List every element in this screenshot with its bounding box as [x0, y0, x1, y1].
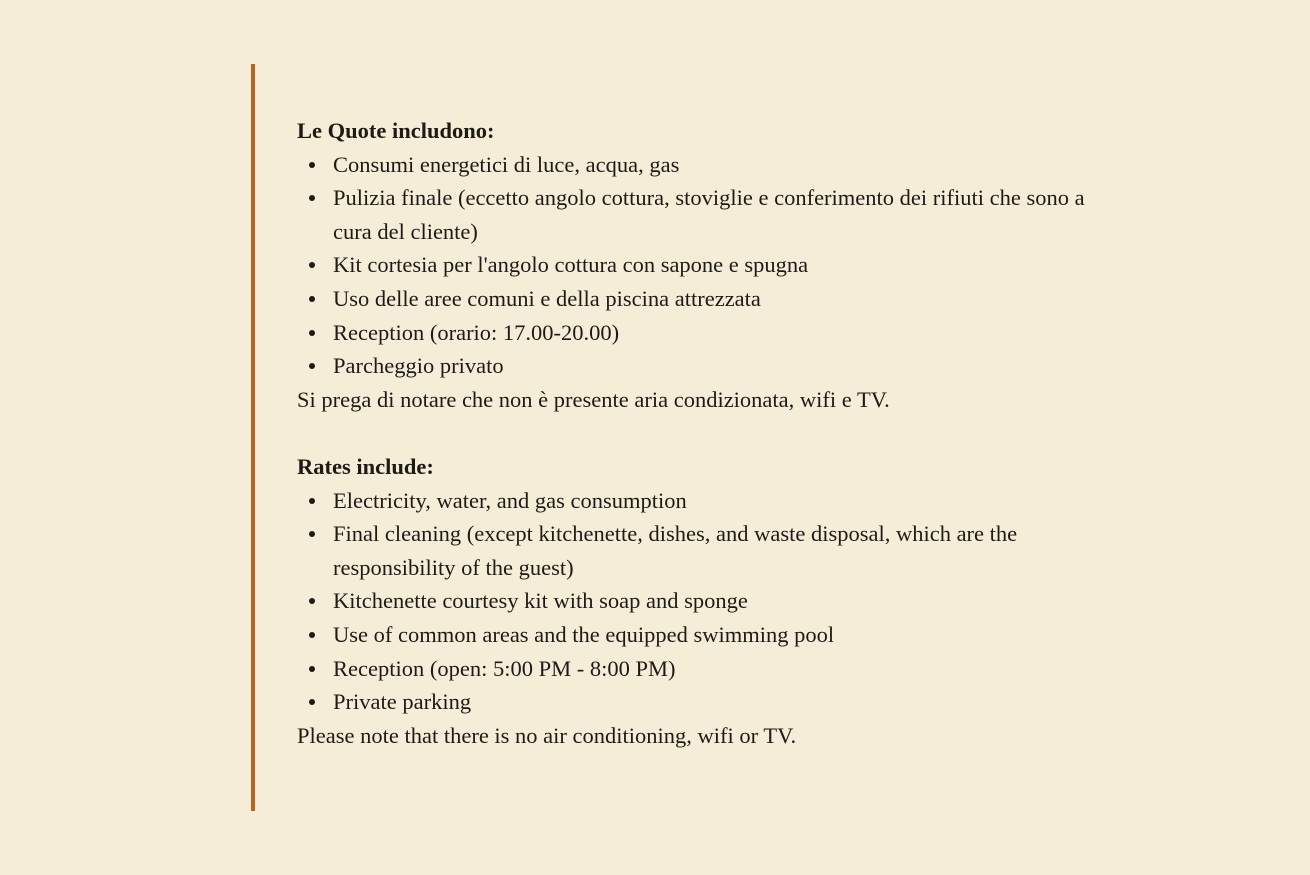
list-item [297, 248, 1117, 282]
list-item-text: Final cleaning (except kitchenette, dishes, and waste disposal, which are the responsibility of the guest) [333, 521, 1018, 580]
english-heading: Rates include: [297, 453, 434, 479]
list-item-text: Kitchenette courtesy kit with soap and sponge [333, 588, 748, 614]
bullet-icon [309, 363, 315, 369]
list-item-text: Consumi energetici di luce, acqua, gas [333, 151, 680, 177]
list-item-text: Private parking [333, 689, 472, 715]
bullet-icon [309, 296, 315, 302]
list-item-text: Use of common areas and the equipped swimming pool [333, 621, 835, 647]
bullet-icon [309, 699, 315, 705]
list-item-text: Parcheggio privato [333, 353, 504, 379]
italian-note: Si prega di notare che non è presente aria condizionata, wifi e TV. [297, 386, 890, 412]
italian-list [297, 148, 1117, 383]
list-item-text: Reception (open: 5:00 PM - 8:00 PM) [333, 655, 676, 681]
list-item [297, 685, 1117, 719]
accent-bar [251, 64, 255, 811]
list-item [297, 618, 1117, 652]
bullet-icon [309, 195, 315, 201]
list-item-text: Uso delle aree comuni e della piscina attrezzata [333, 285, 761, 311]
bullet-icon [309, 531, 315, 537]
list-item-text: Kit cortesia per l'angolo cottura con sapone e spugna [333, 252, 809, 278]
bullet-icon [309, 498, 315, 504]
list-item [297, 148, 1117, 182]
italian-heading: Le Quote includono: [297, 118, 495, 143]
list-item [297, 484, 1117, 518]
list-item [297, 316, 1117, 350]
rates-content [297, 114, 1117, 752]
bullet-icon [309, 162, 315, 168]
list-item [297, 349, 1117, 383]
bullet-icon [309, 330, 315, 336]
list-item [297, 181, 1117, 248]
list-item-text: Reception (orario: 17.00-20.00) [333, 319, 620, 345]
bullet-icon [309, 262, 315, 268]
list-item-text: Pulizia finale (eccetto angolo cottura, stoviglie e conferimento dei rifiuti che sono a cura del cliente) [333, 185, 1085, 244]
english-note: Please note that there is no air conditioning, wifi or TV. [297, 722, 797, 748]
bullet-icon [309, 632, 315, 638]
italian-section [297, 114, 1117, 416]
list-item [297, 652, 1117, 686]
list-item-text: Electricity, water, and gas consumption [333, 487, 687, 513]
list-item [297, 517, 1117, 584]
list-item [297, 584, 1117, 618]
list-item [297, 282, 1117, 316]
english-section [297, 450, 1117, 752]
bullet-icon [309, 598, 315, 604]
bullet-icon [309, 666, 315, 672]
english-list [297, 484, 1117, 719]
